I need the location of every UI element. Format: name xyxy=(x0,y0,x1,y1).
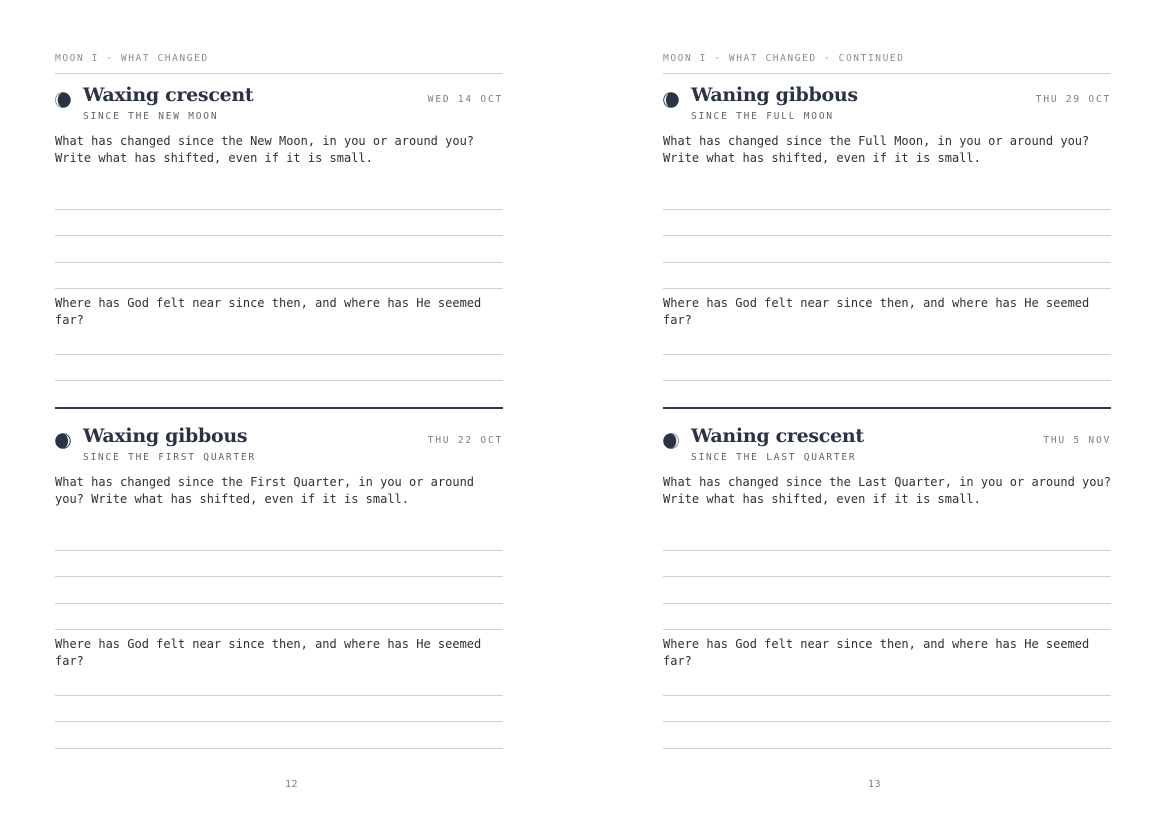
writing-line[interactable] xyxy=(55,748,503,749)
waning-crescent-moon-icon xyxy=(663,433,679,449)
writing-line[interactable] xyxy=(663,262,1111,263)
entry-subtitle: SINCE THE FIRST QUARTER xyxy=(83,452,256,463)
writing-line[interactable] xyxy=(663,603,1111,604)
entry-date: THU 5 NOV xyxy=(1043,435,1111,446)
writing-line[interactable] xyxy=(55,288,503,289)
running-head: MOON I · WHAT CHANGED · CONTINUED xyxy=(663,53,905,64)
waxing-gibbous-moon-icon xyxy=(55,433,71,449)
prompt-god-near: Where has God felt near since then, and where has He seemed far? xyxy=(55,637,482,668)
entry-title: Waxing crescent xyxy=(83,84,254,106)
prompt-what-changed: What has changed since the New Moon, in you or around you? Write what has shifted, even if it is small. xyxy=(55,134,475,165)
entry-date: THU 22 OCT xyxy=(427,435,503,446)
writing-line[interactable] xyxy=(55,603,503,604)
writing-line[interactable] xyxy=(55,209,503,210)
writing-line[interactable] xyxy=(663,576,1111,577)
entry-title: Waning crescent xyxy=(691,425,864,447)
writing-line[interactable] xyxy=(55,235,503,236)
waning-gibbous-moon-icon xyxy=(663,92,679,108)
waxing-crescent-moon-icon xyxy=(55,92,71,108)
entry-subtitle: SINCE THE LAST QUARTER xyxy=(691,452,857,463)
writing-line[interactable] xyxy=(663,721,1111,722)
writing-line[interactable] xyxy=(55,721,503,722)
right-page xyxy=(663,0,1111,827)
writing-line[interactable] xyxy=(663,695,1111,696)
prompt-what-changed: What has changed since the Last Quarter, in you or around you? Write what has shifted, even if it is small. xyxy=(663,475,1111,506)
writing-line[interactable] xyxy=(663,209,1111,210)
entry-divider xyxy=(55,407,503,409)
left-page xyxy=(55,0,503,827)
entry-subtitle: SINCE THE NEW MOON xyxy=(83,111,219,122)
entry-divider xyxy=(663,407,1111,409)
writing-line[interactable] xyxy=(55,354,503,355)
writing-line[interactable] xyxy=(55,576,503,577)
writing-line[interactable] xyxy=(55,550,503,551)
writing-line[interactable] xyxy=(663,550,1111,551)
writing-line[interactable] xyxy=(55,695,503,696)
prompt-god-near: Where has God felt near since then, and where has He seemed far? xyxy=(55,296,482,327)
writing-line[interactable] xyxy=(663,354,1111,355)
writing-line[interactable] xyxy=(55,629,503,630)
writing-line[interactable] xyxy=(55,380,503,381)
page-number: 12 xyxy=(285,779,299,790)
entry-waning-gibbous xyxy=(663,74,1111,415)
writing-line[interactable] xyxy=(663,380,1111,381)
entry-title: Waning gibbous xyxy=(691,84,858,106)
prompt-what-changed: What has changed since the First Quarter, in you or around you? Write what has shifted, even if it is small. xyxy=(55,475,475,506)
writing-line[interactable] xyxy=(55,262,503,263)
running-head: MOON I · WHAT CHANGED xyxy=(55,53,209,64)
entry-title: Waxing gibbous xyxy=(83,425,248,447)
entry-waxing-crescent xyxy=(55,74,503,415)
prompt-what-changed: What has changed since the Full Moon, in you or around you? Write what has shifted, even if it is small. xyxy=(663,134,1090,165)
entry-waning-crescent xyxy=(663,415,1111,756)
entry-date: WED 14 OCT xyxy=(427,94,503,105)
entry-subtitle: SINCE THE FULL MOON xyxy=(691,111,834,122)
writing-line[interactable] xyxy=(663,288,1111,289)
prompt-god-near: Where has God felt near since then, and where has He seemed far? xyxy=(663,637,1090,668)
prompt-god-near: Where has God felt near since then, and where has He seemed far? xyxy=(663,296,1090,327)
entry-date: THU 29 OCT xyxy=(1035,94,1111,105)
page-number: 13 xyxy=(868,779,882,790)
writing-line[interactable] xyxy=(663,629,1111,630)
entry-waxing-gibbous xyxy=(55,415,503,756)
writing-line[interactable] xyxy=(663,235,1111,236)
writing-line[interactable] xyxy=(663,748,1111,749)
